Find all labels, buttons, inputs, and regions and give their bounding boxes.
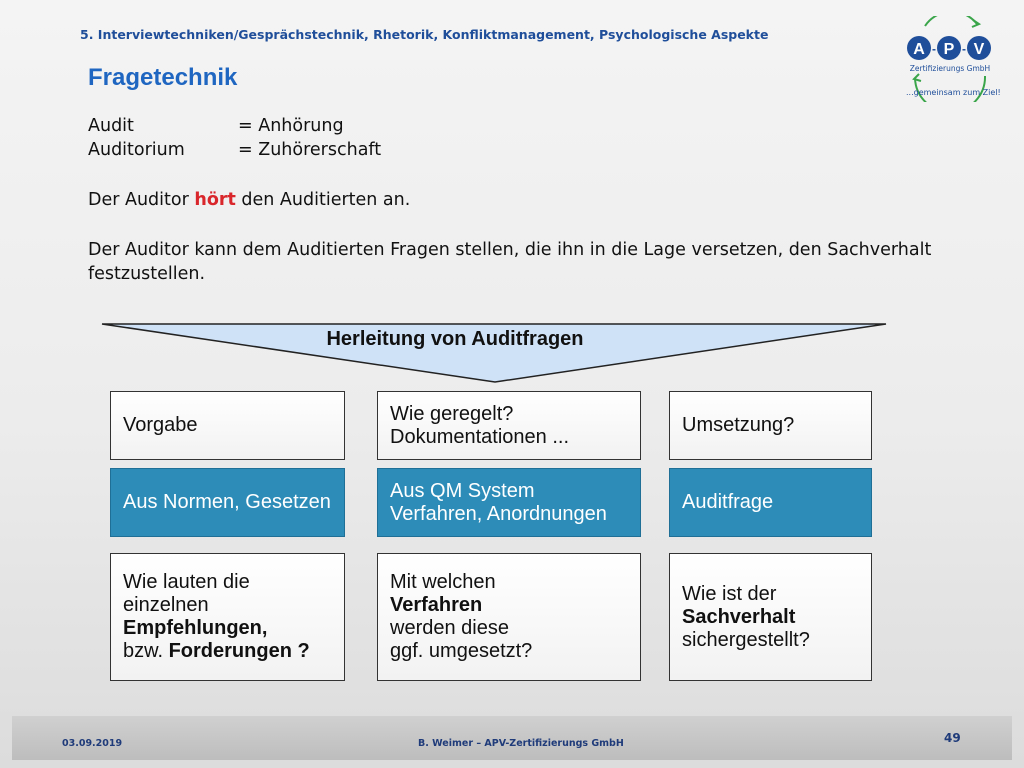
- footer-date: 03.09.2019: [62, 738, 123, 749]
- box-auditfrage: [669, 468, 872, 537]
- definition-row: [88, 114, 381, 138]
- box-text: Aus QM System Verfahren, Anordnungen: [390, 479, 607, 525]
- definition-term: Audit: [88, 116, 134, 136]
- logo-letter-a: A: [913, 41, 925, 58]
- box-line: ggf. umgesetzt?: [390, 640, 533, 662]
- box-line: einzelnen: [123, 594, 209, 616]
- definitions: [88, 114, 381, 162]
- box-aus-qm-system: [377, 468, 641, 537]
- definition-term: Auditorium: [88, 140, 185, 160]
- definition-row: [88, 138, 381, 162]
- box-line-bold: Sachverhalt: [682, 605, 796, 628]
- logo-separator-1: -: [932, 42, 936, 56]
- logo-subtitle: Zertifizierungs GmbH: [909, 64, 991, 73]
- box-verfahren: [377, 553, 641, 681]
- sentence-hoert: [88, 188, 410, 212]
- box-line: bzw.: [123, 640, 169, 662]
- box-text: Wie geregelt? Dokumentationen ...: [390, 402, 569, 448]
- box-line: Wie ist der: [682, 582, 777, 605]
- box-text: Auditfrage: [682, 491, 774, 513]
- funnel-label: Herleitung von Auditfragen: [326, 328, 584, 350]
- box-wie-geregelt: [377, 391, 641, 460]
- definition-meaning: = Anhörung: [238, 116, 344, 136]
- footer-author: B. Weimer – APV-Zertifizierungs GmbH: [418, 738, 624, 749]
- box-umsetzung: [669, 391, 872, 460]
- box-aus-normen: [110, 468, 345, 537]
- box-line: sichergestellt?: [682, 628, 810, 651]
- header-breadcrumb: 5. Interviewtechniken/Gesprächstechnik, Rhetorik, Konfliktmanagement, Psychologische Aspekte: [80, 27, 769, 42]
- logo-separator-2: -: [962, 42, 966, 56]
- sentence-part: den Auditierten an.: [235, 190, 411, 210]
- box-line-bold: Verfahren: [390, 594, 483, 616]
- box-sachverhalt: [669, 553, 872, 681]
- sentence-highlight: hört: [194, 190, 236, 210]
- page-number: 49: [944, 731, 961, 745]
- box-line: Wie lauten die: [123, 571, 250, 593]
- sentence-fragen: Der Auditor kann dem Auditierten Fragen stellen, die ihn in die Lage versetzen, den Sachverhalt festzustellen.: [88, 240, 932, 284]
- box-text: Umsetzung?: [682, 414, 795, 436]
- definition-meaning: = Zuhörerschaft: [238, 140, 382, 160]
- box-line: Mit welchen: [390, 571, 496, 593]
- logo-letter-p: P: [943, 41, 955, 58]
- box-line-bold: Forderungen ?: [168, 640, 310, 662]
- box-text: Aus Normen, Gesetzen: [123, 491, 331, 513]
- logo-tagline: ...gemeinsam zum Ziel!: [906, 88, 1001, 97]
- box-vorgabe: [110, 391, 345, 460]
- box-line: werden diese: [390, 617, 509, 639]
- logo-letter-v: V: [973, 41, 985, 58]
- box-empfehlungen: [110, 553, 345, 681]
- box-line-bold: Empfehlungen,: [123, 617, 268, 639]
- box-text: Vorgabe: [123, 414, 198, 436]
- sentence-part: Der Auditor: [88, 190, 195, 210]
- slide-title: Fragetechnik: [88, 64, 238, 91]
